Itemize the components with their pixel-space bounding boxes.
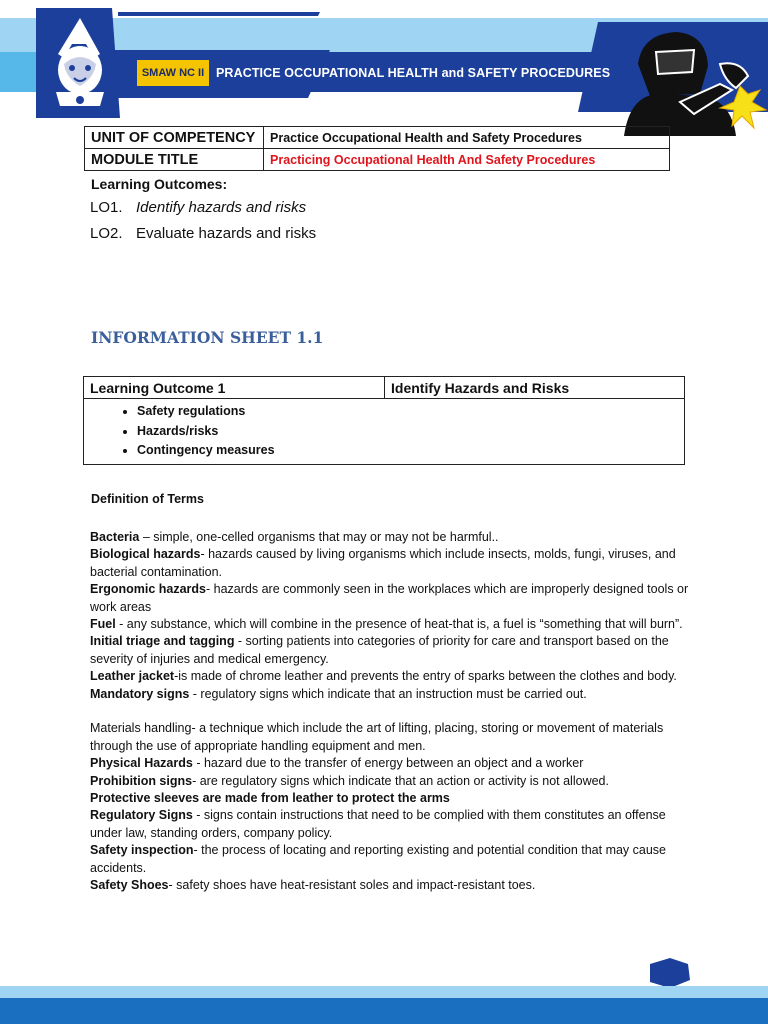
lo-table-right-header: Identify Hazards and Risks [385, 377, 685, 399]
definition-term: Protective sleeves are made from leather to protect the arms [90, 791, 450, 806]
table-row [85, 127, 670, 149]
definition-text: - safety shoes have heat-resistant soles and impact-resistant toes. [168, 878, 536, 893]
module-label: MODULE TITLE [85, 149, 264, 171]
definition-text: -is made of chrome leather and prevents the entry of sparks between the clothes and body. [174, 669, 677, 684]
definition-item [90, 755, 690, 772]
definition-text: - any substance, which will combine in the presence of heat-that is, a fuel is “something that will burn”. [115, 617, 683, 632]
definition-item [90, 720, 690, 755]
course-tag: SMAW NC II [137, 60, 209, 86]
definition-item [90, 581, 690, 616]
table-row [84, 377, 685, 399]
definition-item [90, 790, 690, 807]
content-list [85, 400, 683, 463]
definitions-list [90, 529, 690, 895]
definition-term: Ergonomic hazards [90, 582, 206, 597]
list-item: • Contingency measures [137, 441, 683, 461]
definition-term: Leather jacket [90, 669, 175, 684]
lo-text: Evaluate hazards and risks [136, 225, 317, 242]
definition-term: Safety inspection [90, 843, 194, 858]
definition-term: Prohibition signs [90, 773, 193, 788]
unit-label: UNIT OF COMPETENCY [85, 127, 264, 149]
definition-text: - sorting patients into categories of priority for care and transport based on the severity of injuries and medical emergency. [90, 634, 669, 666]
definition-item [90, 546, 690, 581]
learning-outcome-table [83, 376, 685, 465]
definition-text: - are regulatory signs which indicate that an action or activity is not allowed. [192, 773, 609, 788]
information-sheet-title: INFORMATION SHEET 1.1 [91, 328, 324, 347]
lo-number: LO1. [90, 199, 123, 216]
definition-text: - signs contain instructions that need to be complied with them constitutes an offense under law, standing orders, company policy. [90, 808, 666, 840]
definition-term: Regulatory Signs [90, 808, 193, 823]
definitions-title: Definition of Terms [91, 492, 204, 506]
list-item: • Hazards/risks [137, 422, 683, 442]
learning-outcome-item [90, 199, 306, 216]
lo-number: LO2. [90, 225, 123, 242]
definition-term: Initial triage and tagging [90, 634, 235, 649]
table-row [85, 149, 670, 171]
lo-text: Identify hazards and risks [136, 199, 307, 216]
spacer [90, 703, 690, 720]
module-value: Practicing Occupational Health And Safety Procedures [264, 149, 670, 171]
definition-text: - the process of locating and reporting existing and potential condition that may cause accidents. [90, 843, 667, 875]
learning-outcome-item [90, 225, 316, 242]
definition-term: Biological hazards [90, 547, 201, 562]
definition-text: – simple, one-celled organisms that may or may not be harmful.. [139, 530, 499, 544]
tiger-seal-logo-icon [42, 14, 118, 114]
unit-value: Practice Occupational Health and Safety Procedures [264, 127, 670, 149]
definition-item [90, 807, 690, 842]
definition-item [90, 616, 690, 633]
table-row [84, 399, 685, 465]
definition-text: - hazard due to the transfer of energy between an object and a worker [192, 756, 584, 771]
definition-term: Mandatory signs [90, 686, 190, 701]
definition-item [90, 529, 690, 546]
definition-item [90, 686, 690, 703]
definition-item [90, 842, 690, 877]
definition-term: Fuel [90, 617, 116, 632]
banner-title: PRACTICE OCCUPATIONAL HEALTH and SAFETY PROCEDURES [216, 66, 611, 80]
lo-table-content [84, 399, 685, 465]
definition-item [90, 877, 690, 894]
footer-banner-graphic [0, 950, 768, 1024]
competency-table [84, 126, 670, 171]
learning-outcomes-heading: Learning Outcomes: [91, 176, 228, 192]
definition-text: Materials handling- a technique which include the art of lifting, placing, storing or movement of materials through the use of appropriate handling equipment and men. [90, 721, 664, 753]
definition-term: Safety Shoes [90, 878, 169, 893]
definition-item [90, 668, 690, 685]
definition-item [90, 633, 690, 668]
definition-item [90, 773, 690, 790]
definition-text: - hazards caused by living organisms which include insects, molds, fungi, viruses, and bacterial contamination. [90, 547, 676, 579]
definition-text: - hazards are commonly seen in the workplaces which are improperly designed tools or work areas [90, 582, 689, 614]
list-item: • Safety regulations [137, 402, 683, 422]
definition-term: Bacteria [90, 530, 140, 544]
definition-term: Physical Hazards [90, 756, 193, 771]
definition-text: - regulatory signs which indicate that an instruction must be carried out. [189, 686, 587, 701]
lo-table-left-header: Learning Outcome 1 [84, 377, 385, 399]
